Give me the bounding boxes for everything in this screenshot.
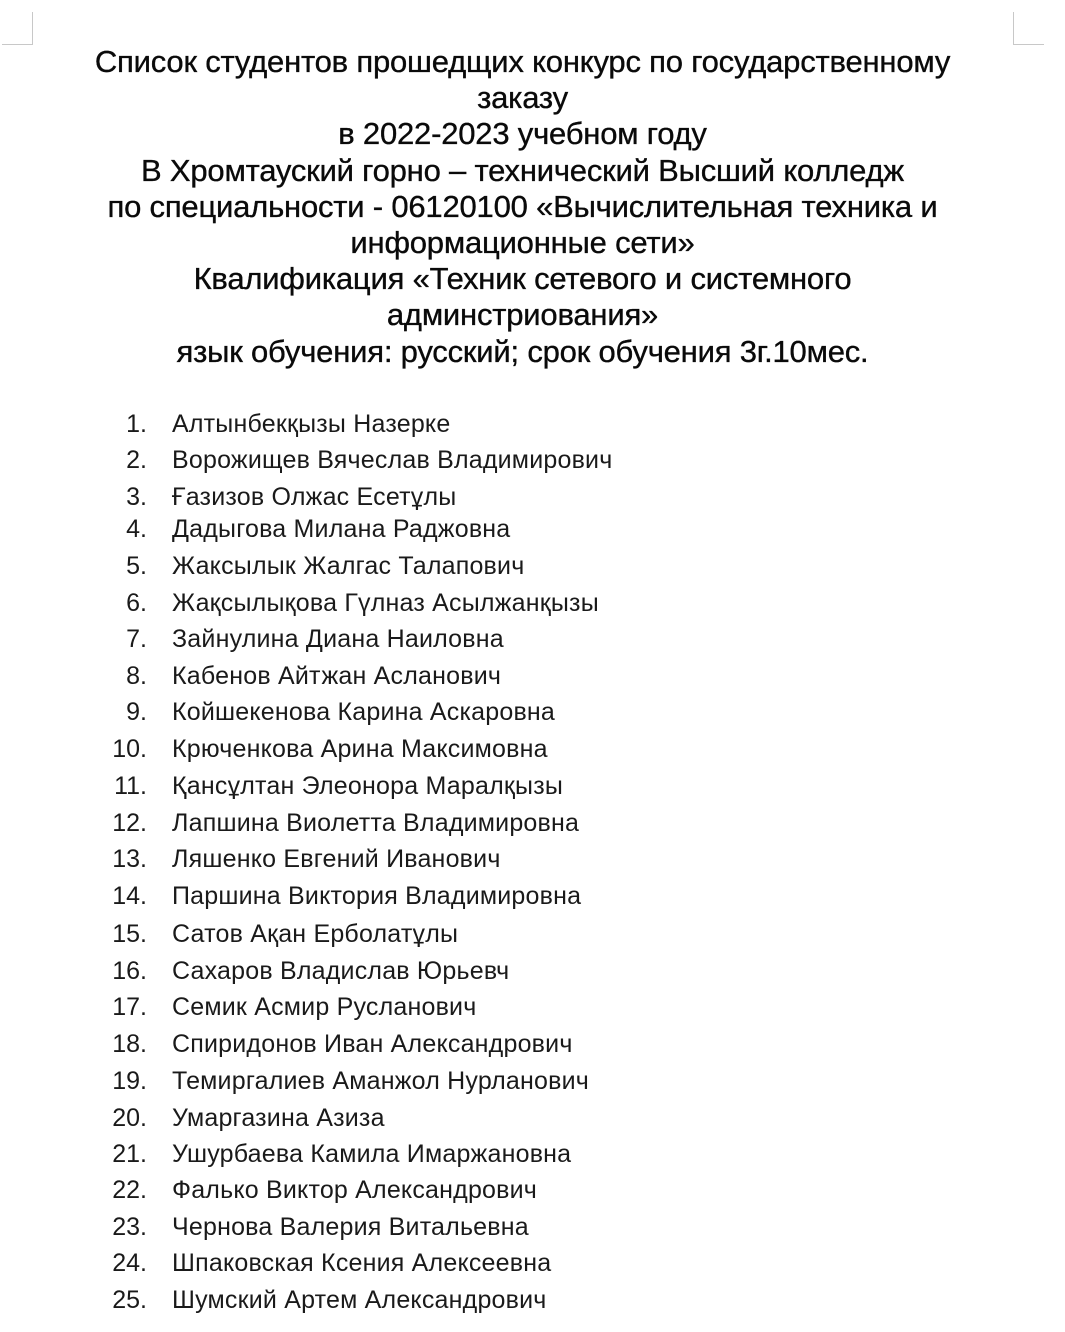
student-name: Алтынбекқызы Назерке [172, 410, 451, 438]
list-item-number: 24. [112, 1249, 147, 1277]
student-name: Крюченкова Арина Максимовна [172, 735, 548, 763]
student-name: Койшекенова Карина Аскаровна [172, 698, 556, 726]
list-item [0, 622, 1065, 656]
student-name: Темиргалиев Аманжол Нурланович [172, 1067, 589, 1095]
list-item [0, 842, 1065, 876]
list-item [0, 1064, 1065, 1098]
list-item-number: 3. [126, 483, 147, 511]
list-item-number: 14. [112, 882, 147, 910]
student-name: Сахаров Владислав Юрьевч [172, 957, 510, 985]
list-item-number: 18. [112, 1030, 147, 1058]
list-item-number: 11. [114, 772, 147, 800]
list-item [0, 443, 1065, 477]
list-item-number: 22. [112, 1176, 147, 1204]
student-name: Дадыгова Милана Раджовна [172, 515, 511, 543]
heading-line: Список студентов прошедщих конкурс по государственному [94, 44, 951, 79]
student-name: Ғазизов Олжас Есетұлы [172, 483, 457, 511]
student-name: Ляшенко Евгений Иванович [172, 845, 501, 873]
student-name: Жақсылықова Гүлназ Асылжанқызы [172, 589, 599, 617]
student-name: Шпаковская Ксения Алексеевна [172, 1249, 552, 1277]
heading-line: по специальности - 06120100 «Вычислительная техника и [107, 188, 938, 224]
list-item [0, 549, 1065, 583]
list-item-number: 25. [112, 1286, 147, 1314]
list-item-number: 9. [126, 698, 147, 726]
list-item-number: 5. [126, 552, 147, 580]
student-name: Қансұлтан Элеонора Маралқызы [172, 772, 564, 800]
list-item-number: 6. [126, 589, 147, 617]
list-item-number: 16. [112, 957, 147, 985]
list-item [0, 917, 1065, 951]
list-item [0, 512, 1065, 546]
list-item [0, 879, 1065, 913]
heading-line: в 2022-2023 учебном году [338, 116, 707, 152]
list-item-number: 13. [112, 845, 147, 873]
student-name: Кабенов Айтжан Асланович [172, 662, 502, 690]
list-item-number: 21. [112, 1140, 147, 1168]
student-name: Паршина Виктория Владимировна [172, 882, 582, 910]
list-item [0, 407, 1065, 441]
student-name: Лапшина Виолетта Владимировна [172, 809, 580, 837]
list-item [0, 1137, 1065, 1171]
student-name: Шумский Артем Александрович [172, 1286, 547, 1314]
heading-line: информационные сети» [350, 225, 695, 261]
list-item [0, 769, 1065, 803]
student-name: Умаргазина Азиза [172, 1104, 385, 1132]
list-item [0, 990, 1065, 1024]
list-item-number: 23. [112, 1213, 147, 1241]
list-item [0, 1027, 1065, 1061]
list-item [0, 806, 1065, 840]
list-item-number: 20. [112, 1104, 147, 1132]
student-name: Ушурбаева Камила Имаржановна [172, 1140, 572, 1168]
list-item-number: 8. [126, 662, 147, 690]
list-item-number: 2. [126, 446, 147, 474]
list-item [0, 1210, 1065, 1244]
student-name: Спиридонов Иван Александрович [172, 1030, 573, 1058]
student-name: Зайнулина Диана Наиловна [172, 625, 504, 653]
list-item-number: 1. [126, 410, 147, 438]
list-item-number: 19. [112, 1067, 147, 1095]
list-item [0, 1283, 1065, 1317]
list-item [0, 659, 1065, 693]
list-item [0, 480, 1065, 514]
list-item-number: 4. [126, 515, 147, 543]
list-item [0, 1246, 1065, 1280]
list-item [0, 1101, 1065, 1135]
list-item-number: 15. [112, 920, 147, 948]
list-item [0, 732, 1065, 766]
student-name: Семик Асмир Русланович [172, 993, 477, 1021]
heading-line: заказу [477, 80, 568, 116]
heading-line: язык обучения: русский; срок обучения 3г.10мес. [176, 333, 869, 369]
list-item [0, 695, 1065, 729]
student-name: Жаксылык Жалгас Талапович [172, 552, 525, 580]
list-item-number: 17. [112, 993, 147, 1021]
student-name: Сатов Ақан Ерболатұлы [172, 920, 459, 948]
list-item [0, 586, 1065, 620]
list-item [0, 954, 1065, 988]
student-name: Чернова Валерия Витальевна [172, 1213, 529, 1241]
heading-line: В Хромтауский горно – технический Высший колледж [141, 152, 904, 188]
list-item-number: 10. [112, 735, 147, 763]
heading-line: Квалификация «Техник сетевого и системного [193, 261, 852, 297]
heading-line: админстриования» [386, 297, 659, 333]
list-item-number: 7. [126, 625, 147, 653]
student-name: Фалько Виктор Александрович [172, 1176, 538, 1204]
list-item [0, 1173, 1065, 1207]
student-name: Ворожищев Вячеслав Владимирович [172, 446, 613, 474]
list-item-number: 12. [112, 809, 147, 837]
